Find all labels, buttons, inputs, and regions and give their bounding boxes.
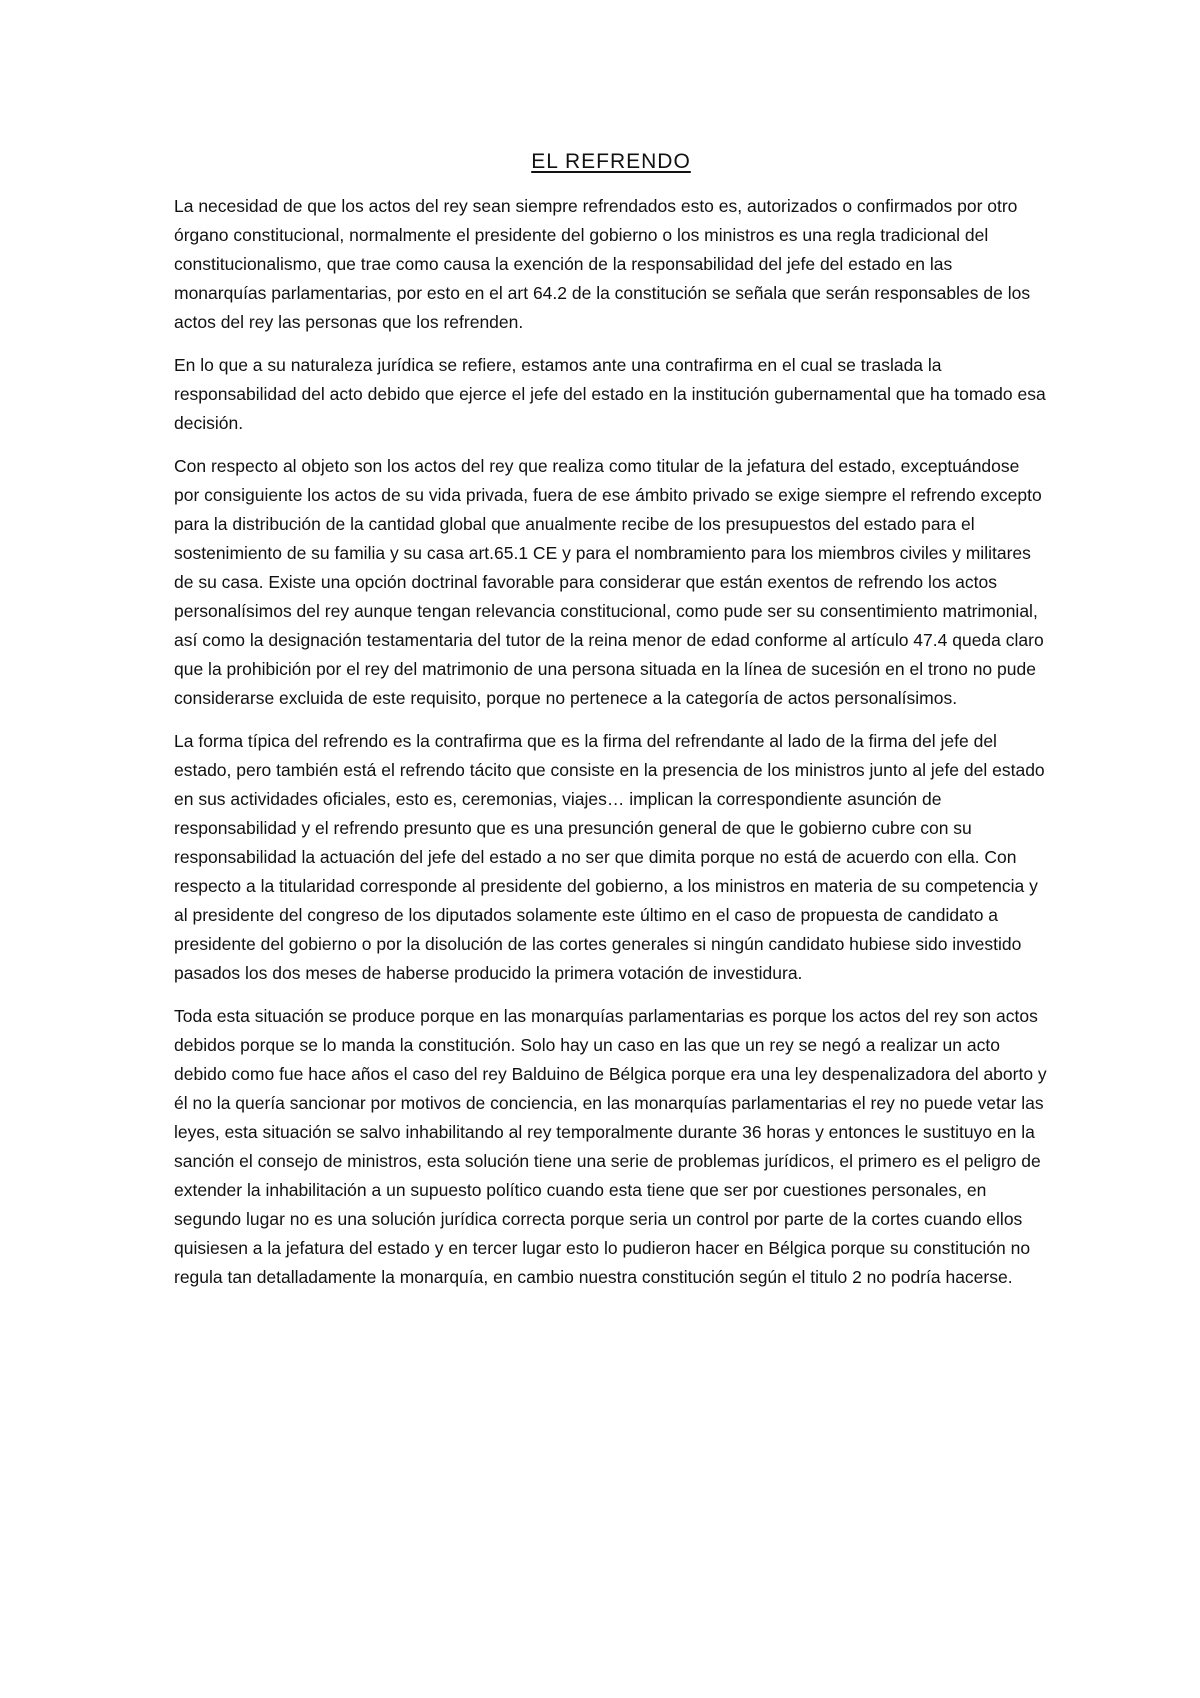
paragraph-3: Con respecto al objeto son los actos del rey que realiza como titular de la jefatura del estado, exceptuándose por consiguiente los actos de su vida privada, fuera de ese ámbito privado se exige siempre el refrendo excepto para la distribución de la cantidad global que anualmente recibe de los presupuestos del estado para el sostenimiento de su familia y su casa art.65.1 CE y para el nombramiento para los miembros civiles y militares de su casa. Existe una opción doctrinal favorable para considerar que están exentos de refrendo los actos personalísimos del rey aunque tengan relevancia constitucional, como pude ser su consentimiento matrimonial, así como la designación testamentaria del tutor de la reina menor de edad conforme al artículo 47.4 queda claro que la prohibición por el rey del matrimonio de una persona situada en la línea de sucesión en el trono no pude considerarse excluida de este requisito, porque no pertenece a la categoría de actos personalísimos. [174, 456, 1044, 708]
paragraph-1: La necesidad de que los actos del rey sean siempre refrendados esto es, autorizados o confirmados por otro órgano constitucional, normalmente el presidente del gobierno o los ministros es una regla tradicional del constitucionalismo, que trae como causa la exención de la responsabilidad del jefe del estado en las monarquías parlamentarias, por esto en el art 64.2 de la constitución se señala que serán responsables de los actos del rey las personas que los refrenden. [174, 196, 1031, 332]
paragraph-2: En lo que a su naturaleza jurídica se refiere, estamos ante una contrafirma en el cual se traslada la responsabilidad del acto debido que ejerce el jefe del estado en la institución gubernamental que ha tomado esa decisión. [174, 355, 1046, 433]
document-body [174, 150, 1048, 1306]
paragraph-5: Toda esta situación se produce porque en las monarquías parlamentarias es porque los actos del rey son actos debidos porque se lo manda la constitución. Solo hay un caso en las que un rey se negó a realizar un acto debido como fue hace años el caso del rey Balduino de Bélgica porque era una ley despenalizadora del aborto y él no la quería sancionar por motivos de conciencia, en las monarquías parlamentarias el rey no puede vetar las leyes, esta situación se salvo inhabilitando al rey temporalmente durante 36 horas y entonces le sustituyo en la sanción el consejo de ministros, esta solución tiene una serie de problemas jurídicos, el primero es el peligro de extender la inhabilitación a un supuesto político cuando esta tiene que ser por cuestiones personales, en segundo lugar no es una solución jurídica correcta porque seria un control por parte de la cortes cuando ellos quisiesen a la jefatura del estado y en tercer lugar esto lo pudieron hacer en Bélgica porque su constitución no regula tan detalladamente la monarquía, en cambio nuestra constitución según el titulo 2 no podría hacerse. [174, 1006, 1047, 1287]
document-title: EL REFRENDO [531, 150, 691, 173]
paragraph-4: La forma típica del refrendo es la contrafirma que es la firma del refrendante al lado de la firma del jefe del estado, pero también está el refrendo tácito que consiste en la presencia de los ministros junto al jefe del estado en sus actividades oficiales, esto es, ceremonias, viajes… implican la correspondiente asunción de responsabilidad y el refrendo presunto que es una presunción general de que le gobierno cubre con su responsabilidad la actuación del jefe del estado a no ser que dimita porque no está de acuerdo con ella. Con respecto a la titularidad corresponde al presidente del gobierno, a los ministros en materia de su competencia y al presidente del congreso de los diputados solamente este último en el caso de propuesta de candidato a presidente del gobierno o por la disolución de las cortes generales si ningún candidato hubiese sido investido pasados los dos meses de haberse producido la primera votación de investidura. [174, 731, 1045, 983]
